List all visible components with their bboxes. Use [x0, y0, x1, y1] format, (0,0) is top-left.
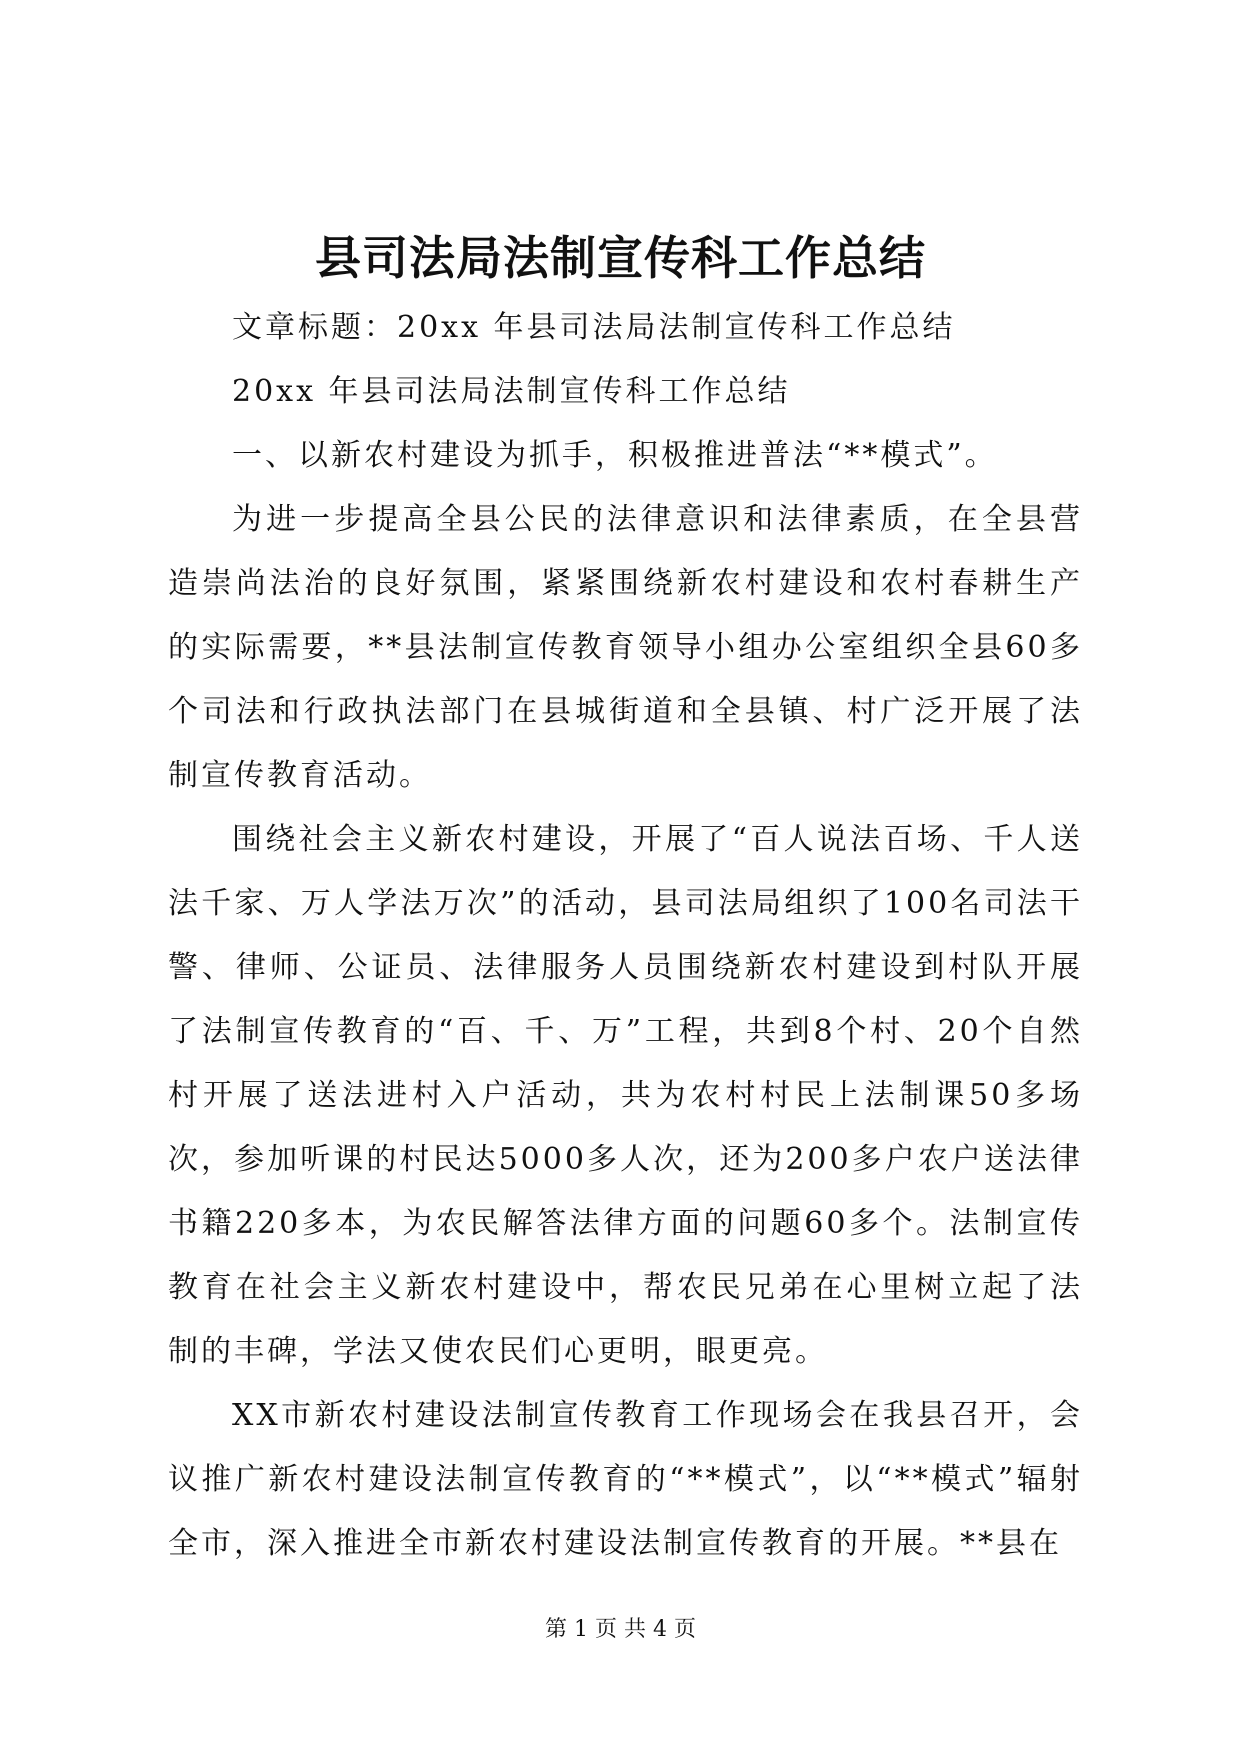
- body-paragraph: XX市新农村建设法制宣传教育工作现场会在我县召开，会议推广新农村建设法制宣传教育的“**模式”，以“**模式”辐射全市，深入推进全市新农村建设法制宣传教育的开展。**县在: [168, 1398, 1083, 1561]
- body-paragraph: 为进一步提高全县公民的法律意识和法律素质，在全县营造崇尚法治的良好氛围，紧紧围绕新农村建设和农村春耕生产的实际需要，**县法制宣传教育领导小组办公室组织全县60多个司法和行政执法部门在县城街道和全县镇、村广泛开展了法制宣传教育活动。: [168, 502, 1083, 793]
- document-title: 县司法局法制宣传科工作总结: [315, 231, 926, 285]
- document-body: [168, 296, 1083, 1576]
- subtitle-line: 20xx 年县司法局法制宣传科工作总结: [232, 374, 791, 409]
- article-heading-line: 文章标题：20xx 年县司法局法制宣传科工作总结: [232, 310, 956, 345]
- body-paragraph: 围绕社会主义新农村建设，开展了“百人说法百场、千人送法千家、万人学法万次”的活动，县司法局组织了100名司法干警、律师、公证员、法律服务人员围绕新农村建设到村队开展了法制宣传教育的“百、千、万”工程，共到8个村、20个自然村开展了送法进村入户活动，共为农村村民上法制课50多场次，参加听课的村民达5000多人次，还为200多户农户送法律书籍220多本，为农民解答法律方面的问题60多个。法制宣传教育在社会主义新农村建设中，帮农民兄弟在心里树立起了法制的丰碑，学法又使农民们心更明，眼更亮。: [168, 822, 1083, 1369]
- section-heading: 一、以新农村建设为抓手，积极推进普法“**模式”。: [232, 438, 998, 473]
- page-footer: [0, 1612, 1241, 1643]
- page-number: 第 1 页 共 4 页: [545, 1617, 696, 1642]
